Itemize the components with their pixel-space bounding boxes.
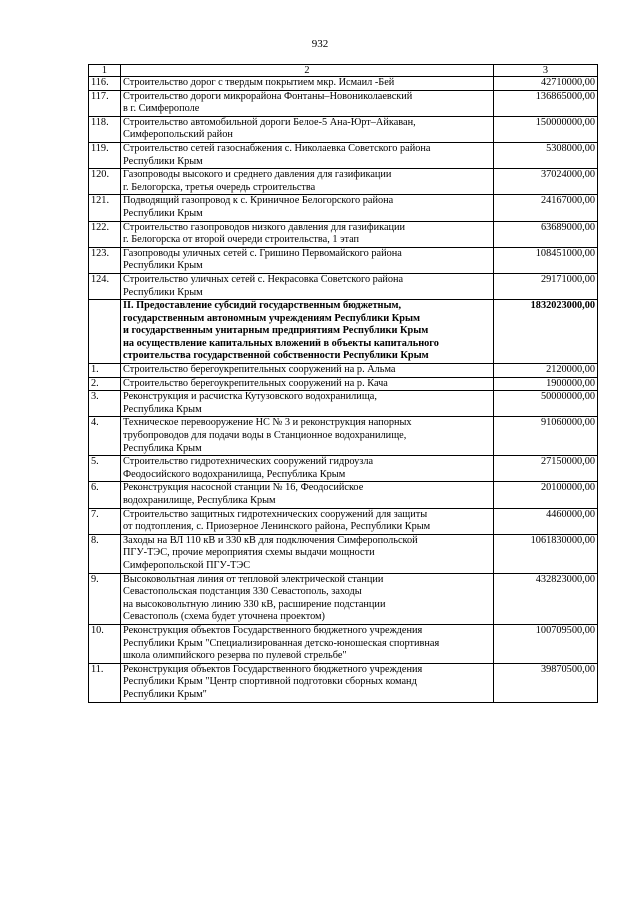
- table-body: [89, 77, 598, 703]
- row-name: Реконструкция и расчистка Кутузовского водохранилища, Республика Крым: [121, 391, 494, 417]
- budget-table: [88, 64, 598, 703]
- table-row: [89, 273, 598, 299]
- row-number: 3.: [89, 391, 121, 417]
- row-name: Строительство дорог с твердым покрытием мкр. Исмаил -Бей: [121, 77, 494, 91]
- row-number: 119.: [89, 142, 121, 168]
- row-name: Реконструкция насосной станции № 16, Феодосийское водохранилище, Республика Крым: [121, 482, 494, 508]
- column-header-name: 2: [121, 65, 494, 77]
- row-number: 9.: [89, 573, 121, 624]
- row-sum: 150000000,00: [494, 116, 598, 142]
- row-name: Строительство сетей газоснабжения с. Николаевка Советского района Республики Крым: [121, 142, 494, 168]
- row-number: 117.: [89, 90, 121, 116]
- row-name: Газопроводы уличных сетей с. Гришино Первомайского района Республики Крым: [121, 247, 494, 273]
- row-name: Высоковольтная линия от тепловой электрической станции Севастопольская подстанция 330 Севастополь, заходы на высоковольтную линию 330 кВ, расширение подстанции Севастополь (схема будет уточнена проектом): [121, 573, 494, 624]
- row-sum: 29171000,00: [494, 273, 598, 299]
- row-name: Строительство автомобильной дороги Белое-5 Ана-Юрт–Айкаван, Симферопольский район: [121, 116, 494, 142]
- row-number: 124.: [89, 273, 121, 299]
- table-row: [89, 663, 598, 702]
- row-number: 7.: [89, 508, 121, 534]
- table-row: [89, 534, 598, 573]
- row-sum: 24167000,00: [494, 195, 598, 221]
- column-header-sum: 3: [494, 65, 598, 77]
- row-sum: 1832023000,00: [494, 300, 598, 364]
- row-name: Строительство гидротехнических сооружений гидроузла Феодосийского водохранилища, Республика Крым: [121, 456, 494, 482]
- row-sum: 432823000,00: [494, 573, 598, 624]
- row-number: 10.: [89, 624, 121, 663]
- row-name: Техническое перевооружение НС № 3 и реконструкция напорных трубопроводов для подачи воды в Станционное водохранилище, Республика Крым: [121, 417, 494, 456]
- row-number: 8.: [89, 534, 121, 573]
- row-name: Строительство газопроводов низкого давления для газификации г. Белогорска от второй очереди строительства, 1 этап: [121, 221, 494, 247]
- row-name: Реконструкция объектов Государственного бюджетного учреждения Республики Крым "Центр спортивной подготовки сборных команд Республики Крым": [121, 663, 494, 702]
- row-sum: 42710000,00: [494, 77, 598, 91]
- row-sum: 50000000,00: [494, 391, 598, 417]
- row-number: 5.: [89, 456, 121, 482]
- row-number: 123.: [89, 247, 121, 273]
- row-number: 120.: [89, 169, 121, 195]
- row-sum: 20100000,00: [494, 482, 598, 508]
- row-sum: 1900000,00: [494, 377, 598, 391]
- table-row: [89, 377, 598, 391]
- row-name: Реконструкция объектов Государственного бюджетного учреждения Республики Крым "Специализированная детско-юношеская спортивная школа олимпийского резерва по пулевой стрельбе": [121, 624, 494, 663]
- row-sum: 108451000,00: [494, 247, 598, 273]
- table-header-row: [89, 65, 598, 77]
- page-number: 932: [311, 38, 329, 50]
- row-name: Газопроводы высокого и среднего давления для газификации г. Белогорска, третья очередь строительства: [121, 169, 494, 195]
- row-sum: 1061830000,00: [494, 534, 598, 573]
- row-number: 4.: [89, 417, 121, 456]
- row-name: Строительство берегоукрепительных сооружений на р. Альма: [121, 364, 494, 378]
- row-sum: 63689000,00: [494, 221, 598, 247]
- table-row: [89, 300, 598, 364]
- row-name: II. Предоставление субсидий государственным бюджетным, государственным автономным учреждениям Республики Крым и государственным унитарным предприятиям Республики Крым на осуществление капитальных вложений в объекты капитального строительства государственной собственности Республики Крым: [121, 300, 494, 364]
- row-sum: 2120000,00: [494, 364, 598, 378]
- row-number: 1.: [89, 364, 121, 378]
- row-sum: 91060000,00: [494, 417, 598, 456]
- row-number: 116.: [89, 77, 121, 91]
- table-row: [89, 195, 598, 221]
- row-sum: 39870500,00: [494, 663, 598, 702]
- row-name: Строительство уличных сетей с. Некрасовка Советского района Республики Крым: [121, 273, 494, 299]
- row-name: Строительство защитных гидротехнических сооружений для защиты от подтопления, с. Приозерное Ленинского района, Республики Крым: [121, 508, 494, 534]
- row-number: 6.: [89, 482, 121, 508]
- table-row: [89, 391, 598, 417]
- table-row: [89, 573, 598, 624]
- table-row: [89, 456, 598, 482]
- row-sum: 5308000,00: [494, 142, 598, 168]
- table-row: [89, 624, 598, 663]
- row-number: 11.: [89, 663, 121, 702]
- table-row: [89, 116, 598, 142]
- row-number: 122.: [89, 221, 121, 247]
- row-sum: 27150000,00: [494, 456, 598, 482]
- table-row: [89, 508, 598, 534]
- row-number: 121.: [89, 195, 121, 221]
- row-sum: 37024000,00: [494, 169, 598, 195]
- table-row: [89, 247, 598, 273]
- column-header-number: 1: [89, 65, 121, 77]
- row-name: Заходы на ВЛ 110 кВ и 330 кВ для подключения Симферопольской ПГУ-ТЭС, прочие мероприятия схемы выдачи мощности Симферопольской ПГУ-ТЭС: [121, 534, 494, 573]
- table-row: [89, 90, 598, 116]
- row-number: [89, 300, 121, 364]
- row-number: 118.: [89, 116, 121, 142]
- row-name: Подводящий газопровод к с. Криничное Белогорского района Республики Крым: [121, 195, 494, 221]
- row-name: Строительство берегоукрепительных сооружений на р. Кача: [121, 377, 494, 391]
- row-number: 2.: [89, 377, 121, 391]
- table-row: [89, 364, 598, 378]
- table-row: [89, 417, 598, 456]
- row-sum: 100709500,00: [494, 624, 598, 663]
- table-row: [89, 482, 598, 508]
- table-row: [89, 221, 598, 247]
- row-sum: 4460000,00: [494, 508, 598, 534]
- table-row: [89, 169, 598, 195]
- row-sum: 136865000,00: [494, 90, 598, 116]
- row-name: Строительство дороги микрорайона Фонтаны–Новониколаевский в г. Симферополе: [121, 90, 494, 116]
- table-row: [89, 77, 598, 91]
- table-row: [89, 142, 598, 168]
